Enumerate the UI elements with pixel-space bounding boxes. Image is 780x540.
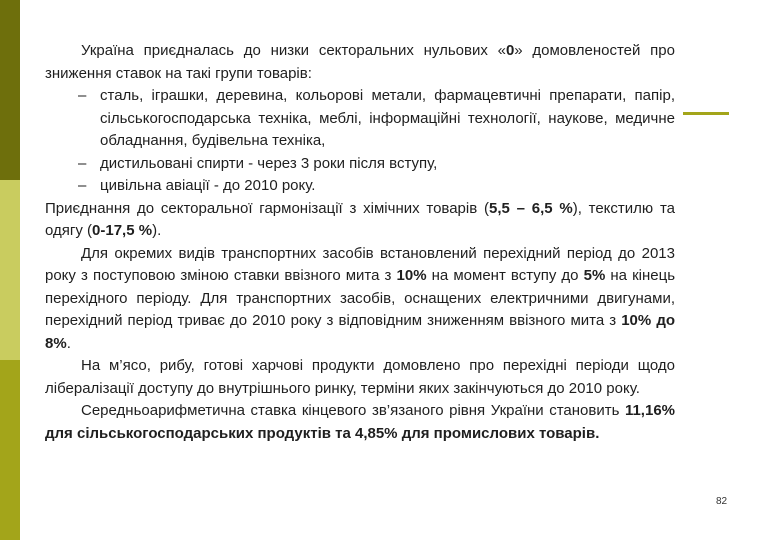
decorative-bar-middle [0, 180, 20, 360]
chemical-rate: 5,5 – 6,5 % [488, 199, 573, 217]
meat-paragraph: На м’ясо, рибу, готові харчові продукти домовлено про перехідні періоди щодо лібералізації доступу до внутрішнього ринку, терміни яких закінчуються до 2010 року. [45, 357, 675, 397]
transport-text-mid: на момент вступу до [426, 267, 584, 284]
industrial-label: для промислових товарів. [397, 424, 600, 442]
list-item [45, 85, 675, 153]
harmonization-text-mid: ), текстилю та одягу ( [45, 199, 675, 239]
transport-text-electric: на кінець перехідного періоду. Для транспортних засобів, оснащених електричними двигунами, перехідний період триває до 2010 року з відповідним зниженням ввізного мита з [45, 267, 676, 329]
dash-marker: – [78, 177, 87, 194]
list-item-text: сталь, іграшки, деревина, кольорові метали, фармацевтичні препарати, папір, сільськогосподарська техніка, меблі, інформаційні технології, наукове, медичне обладнання, будівельна техніка, [100, 87, 675, 149]
dash-marker: – [78, 87, 87, 104]
harmonization-paragraph [45, 198, 675, 243]
intro-text: Україна приєдналась до низки секторальних нульових « [81, 42, 506, 59]
intro-text-end: » домовленостей про зниження ставок на такі групи товарів: [45, 42, 675, 82]
decorative-bar-bottom [0, 360, 20, 540]
dash-marker: – [78, 154, 87, 172]
harmonization-text: Приєднання до секторальної гармонізації з хімічних товарів ( [45, 199, 489, 217]
average-rate-paragraph [45, 400, 675, 445]
transport-rate-start: 10% [396, 267, 427, 284]
transport-paragraph [45, 243, 675, 356]
transport-text-end: . [66, 334, 71, 352]
average-text: Середньоарифметична ставка кінцевого зв’язаного рівня України становить [81, 402, 625, 419]
industrial-rate: 4,85% [354, 424, 398, 442]
accent-line [683, 112, 729, 115]
electric-rate: 10% до 8% [45, 312, 675, 352]
list-item-text: цивільна авіації - до 2010 року. [100, 177, 316, 194]
intro-paragraph [45, 40, 675, 85]
page-number: 82 [716, 496, 728, 507]
decorative-bar-top [0, 0, 20, 180]
textile-rate: 0-17,5 % [92, 222, 153, 239]
slide-content [45, 40, 675, 445]
list-item [45, 175, 675, 198]
list-item [45, 153, 675, 176]
list-item-text: дистильовані спирти - через 3 роки після вступу, [100, 154, 438, 172]
agricultural-label: для сільськогосподарських продуктів та [45, 424, 355, 442]
goods-list [45, 85, 675, 198]
transport-text: Для окремих видів транспортних засобів встановлений перехідний період до 2013 року з поступовою зміною ставки ввізного мита з [45, 244, 675, 284]
agricultural-rate: 11,16% [624, 402, 675, 419]
transport-rate-end: 5% [583, 267, 606, 284]
harmonization-text-end: ). [152, 222, 162, 239]
intro-zero: 0 [505, 42, 515, 59]
